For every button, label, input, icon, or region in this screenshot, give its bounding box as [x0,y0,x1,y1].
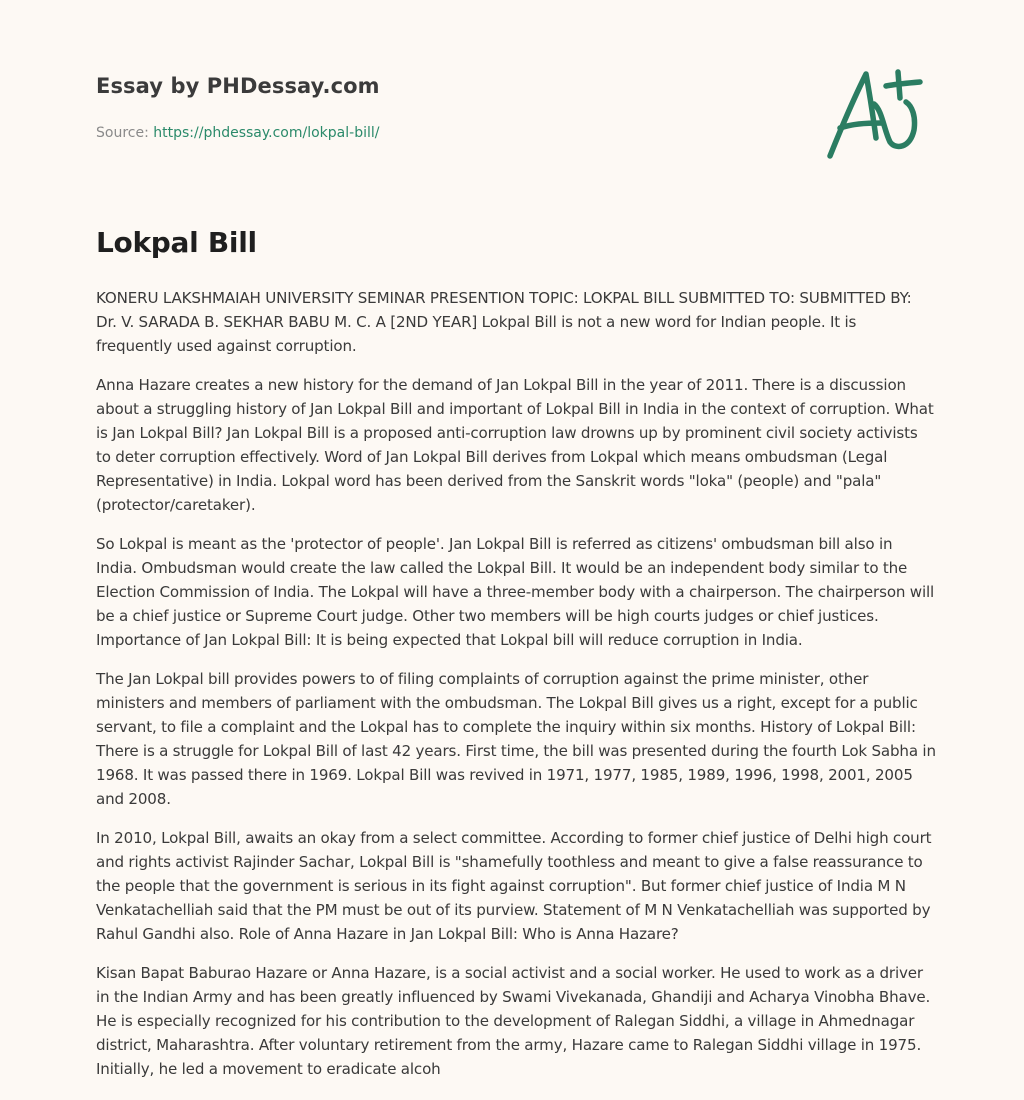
essay-paragraph: Anna Hazare creates a new history for the demand of Jan Lokpal Bill in the year of 2011. There is a discussion about a struggling history of Jan Lokpal Bill and important of Lokpal Bill in India in the context of corruption. What is Jan Lokpal Bill? Jan Lokpal Bill is a proposed anti-corruption law drowns up by prominent civil society activists to deter corruption effectively. Word of Jan Lokpal Bill derives from Lokpal which means ombudsman (Legal Representative) in India. Lokpal word has been derived from the Sanskrit words "loka" (people) and "pala" (protector/caretaker). [96,376,934,514]
essay-paragraph: So Lokpal is meant as the 'protector of people'. Jan Lokpal Bill is referred as citizens' ombudsman bill also in India. Ombudsman would create the law called the Lokpal Bill. It would be an independent body similar to the Election Commission of India. The Lokpal will have a three-member body with a chairperson. The chairperson will be a chief justice or Supreme Court judge. Other two members will be high courts judges or chief justices. Importance of Jan Lokpal Bill: It is being expected that Lokpal bill will reduce corruption in India. [96,535,935,649]
essay-paragraph: Kisan Bapat Baburao Hazare or Anna Hazare, is a social activist and a social worker. He used to work as a driver in the Indian Army and has been greatly influenced by Swami Vivekanada, Ghandiji and Acharya Vinobha Bhave. He is especially recognized for his contribution to the development of Ralegan Siddhi, a village in Ahmednagar district, Maharashtra. After voluntary retirement from the army, Hazare came to Ralegan Siddhi village in 1975. Initially, he led a movement to eradicate alcoh [96,964,931,1078]
page-header [96,74,928,174]
essay-paragraph: The Jan Lokpal bill provides powers to of filing complaints of corruption against the prime minister, other ministers and members of parliament with the ombudsman. The Lokpal Bill gives us a right, except for a public servant, to file a complaint and the Lokpal has to complete the inquiry within six months. History of Lokpal Bill: There is a struggle for Lokpal Bill of last 42 years. First time, the bill was presented during the fourth Lok Sabha in 1968. It was passed there in 1969. Lokpal Bill was revived in 1971, 1977, 1985, 1989, 1996, 1998, 2001, 2005 and 2008. [96,670,936,808]
source-label: Source: [96,125,154,141]
source-line [96,125,379,141]
brand-title: Essay by PHDessay.com [96,74,380,98]
a-plus-grade-icon [824,68,928,164]
essay-body [96,286,936,1096]
essay-paragraph: In 2010, Lokpal Bill, awaits an okay from a select committee. According to former chief justice of Delhi high court and rights activist Rajinder Sachar, Lokpal Bill is "shamefully toothless and meant to give a false reassurance to the people that the government is serious in its fight against corruption". But former chief justice of India M N Venkatachelliah said that the PM must be out of its purview. Statement of M N Venkatachelliah was supported by Rahul Gandhi also. Role of Anna Hazare in Jan Lokpal Bill: Who is Anna Hazare? [96,829,932,943]
source-link[interactable]: https://phdessay.com/lokpal-bill/ [153,125,380,141]
essay-paragraph: KONERU LAKSHMAIAH UNIVERSITY SEMINAR PRESENTION TOPIC: LOKPAL BILL SUBMITTED TO: SUBMITTED BY: Dr. V. SARADA B. SEKHAR BABU M. C. A [2ND YEAR] Lokpal Bill is not a new word for Indian people. It is frequently used against corruption. [96,289,912,355]
essay-title: Lokpal Bill [96,226,257,259]
